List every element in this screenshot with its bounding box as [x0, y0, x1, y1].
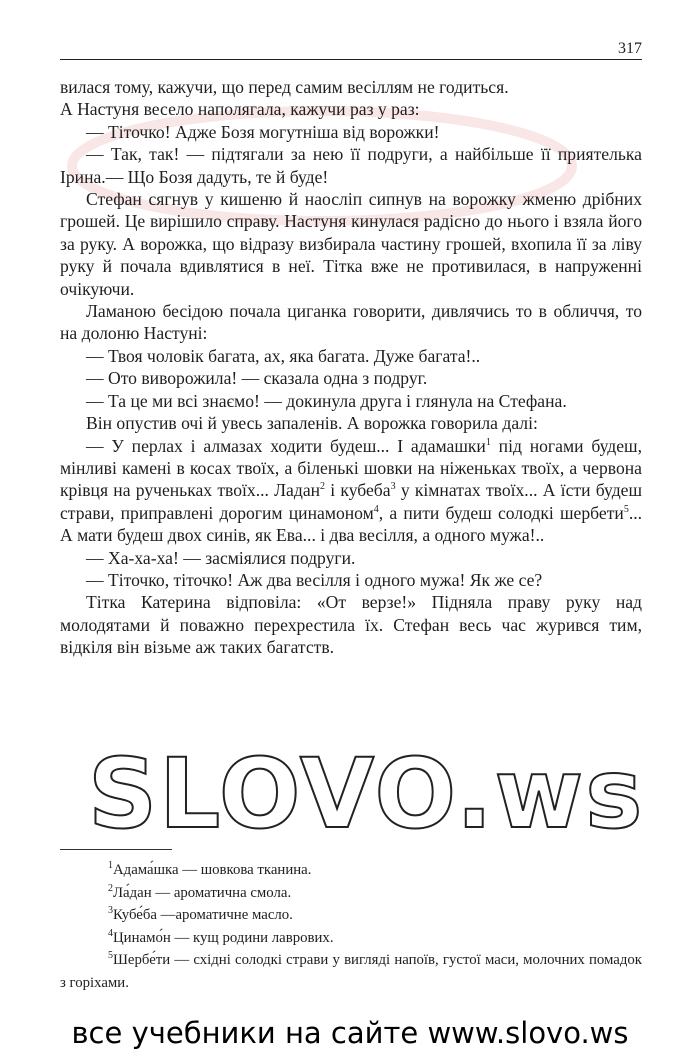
footnote-ref-5: 5 [623, 503, 629, 515]
fortune-part-1: — У перлах і алмазах ходити будеш... І адамашки [86, 435, 486, 456]
slovo-watermark: SLOVO.ws [88, 738, 645, 850]
footnote-ref-3: 3 [390, 481, 396, 493]
footnote-text: Шербе́ти — східні солодкі страви у вигляді напоїв, густої маси, молочних помадок з горіхами. [60, 952, 642, 991]
footnote-text: Кубе́ба —ароматичне масло. [113, 907, 293, 924]
fortune-part-2: під ногами будеш, мінливі камені в косах твоїх, а біленькі шовки на ніженьках твоїх, а червона крівця на рученьках твоїх... Ладан [60, 435, 642, 501]
footnote-1: $^1$Адама́шка — шовкова тканина. [108, 860, 312, 878]
footnote-rule [60, 849, 172, 850]
footnote-text: Адама́шка — шовкова тканина. [113, 862, 312, 878]
paragraph-question: — Тіточко, тіточко! Аж два весілля і одного мужа! Як же се? [86, 569, 543, 590]
paragraph-1: А Настуня весело наполягала, кажучи раз у раз: [60, 99, 420, 120]
paragraph-5: Ламаною бесідою почала циганка говорити, дивлячись то в обличчя, то на долоню Настуні: [60, 301, 642, 344]
fortune-part-5: , а пити будеш солодкі шербети [378, 502, 624, 523]
paragraph-fortune [60, 435, 642, 547]
footnote-ref-4: 4 [373, 503, 379, 515]
footnote-4: $^4$Цинамо́н — кущ родини лаврових. [108, 927, 334, 946]
paragraph-4: Стефан сягнув у кишеню й наослiп сипнув на ворожку жменю дрібних грошей. Це вирішило справу. Настуня кинулася радісно до нього і взяла його за руку. А ворожка, що відразу визбирала частину грошей, вхопила її за ліву руку й почала вдивлятися в неї. Тітка вже не противилася, в напруженні очікуючи. [60, 189, 642, 299]
paragraph-7: — Ото виворожила! — сказала одна з подруг. [86, 368, 428, 389]
footnote-2: $^2$Ла́дан — ароматична смола. [108, 882, 292, 901]
footnote-ref-1: 1 [485, 436, 491, 448]
paragraph-0: вилася тому, кажучи, що перед самим весіллям не годиться. [60, 77, 509, 97]
paragraph-3: — Так, так! — підтягали за нею її подруги, а найбільше її приятелька Ірина.— Що Бозя дадуть, те й буде! [60, 144, 642, 187]
paragraph-laugh: — Ха-ха-ха! — засміялися подруги. [86, 547, 356, 568]
page-number: 317 [618, 40, 642, 57]
paragraph-8: — Та це ми всі знаємо! — докинула друга і глянула на Стефана. [86, 390, 567, 411]
fortune-part-6: ... А мати будеш двох синів, як Ева... і два весілля, а одного мужа!.. [60, 502, 643, 546]
fortune-part-3: і кубеба [325, 480, 391, 501]
header-rule [60, 59, 642, 60]
footnote-3: $^3$Кубе́ба —ароматичне масло. [108, 905, 293, 924]
footnotes [60, 859, 642, 995]
footnote-text: Ла́дан — ароматична смола. [113, 884, 292, 901]
body-text [60, 76, 642, 659]
paragraph-final: Тітка Катерина відповіла: «От верзе!» Підняла праву руку над молодятами й поважно перехрестила їх. Стефан весь час журився тим, відкіля він візьме аж таких багатств. [60, 592, 642, 658]
site-banner: все учебники на сайте www.slovo.ws [71, 1016, 629, 1050]
footnote-ref-2: 2 [320, 481, 326, 493]
paragraph-9: Він опустив очі й увесь запаленів. А ворожка говорила далі: [86, 413, 538, 434]
paragraph-6: — Твоя чоловік багата, ах, яка багата. Дуже багата!.. [86, 345, 481, 366]
footnote-5: $^5$Шербе́ти — східні солодкі страви у вигляді напоїв, густої маси, молочних помадок з горіхами. [60, 950, 642, 991]
paragraph-2: — Тіточко! Адже Бозя могутніша від ворожки! [86, 121, 440, 142]
fortune-part-4: у кімнатах твоїх... А їсти будеш страви, приправлені дорогим цинамоном [60, 480, 642, 523]
footnote-text: Цинамо́н — кущ родини лаврових. [113, 929, 334, 946]
